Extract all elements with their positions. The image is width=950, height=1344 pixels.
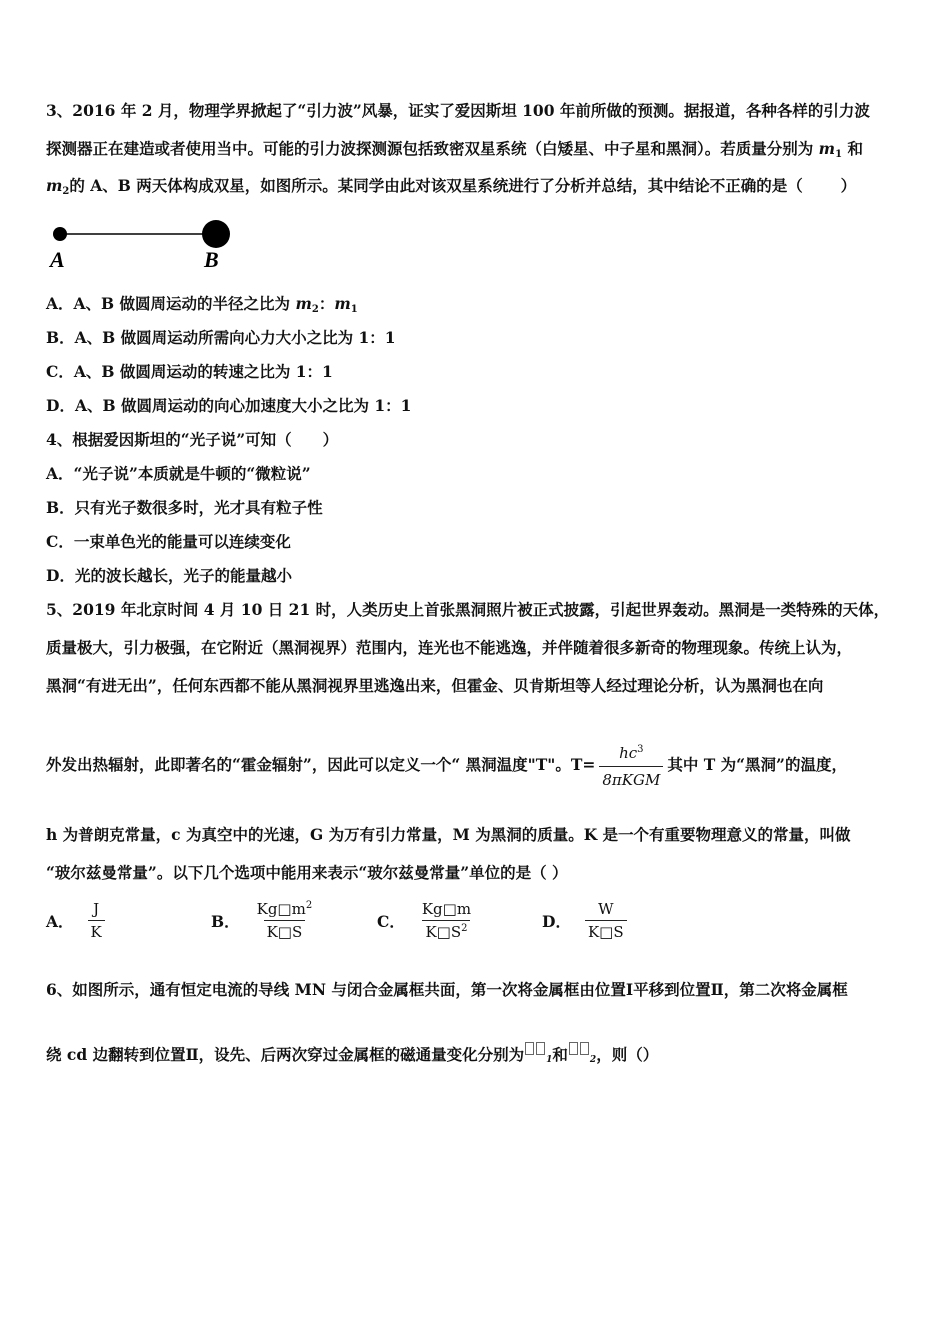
star-a — [53, 227, 67, 241]
q5-line-2: 质量极大，引力极强，在它附近（黑洞视界）范围内，连光也不能逃逸，并伴随着很多新奇的物理现象。传统上认为， — [46, 638, 853, 657]
q3-line-1: 3、2016 年 2 月，物理学界掀起了“引力波”风暴，证实了爱因斯坦 100 年前所做的预测。据报道，各种各样的引力波 — [46, 101, 870, 120]
binary-star-figure — [46, 215, 246, 275]
q5-line-6: “玻尔兹曼常量”。以下几个选项中能用来表示“玻尔兹曼常量”单位的是（ ） — [46, 863, 568, 882]
q4-option-a: A．“光子说”本质就是牛顿的“微粒说” — [46, 464, 311, 483]
q4-option-b: B．只有光子数很多时，光才具有粒子性 — [46, 498, 323, 517]
q6-line-2: 绕 cd 边翻转到位置Ⅱ，设先、后两次穿过金属框的磁通量变化分别为 1和 2，则（） — [46, 1042, 916, 1071]
label-a: A — [50, 247, 65, 272]
q3-option-c: C．A、B 做圆周运动的转速之比为 1：1 — [46, 362, 333, 381]
q5-option-a: A． $\frac{J}{K}$ — [46, 900, 109, 941]
q5-line-3: 黑洞“有进无出”，任何东西都不能从黑洞视界里逃逸出来，但霍金、贝肯斯坦等人经过理论分析，认为黑洞也在向 — [46, 676, 824, 695]
q3-option-a: A．A、B 做圆周运动的半径之比为 $m_2$：$m_1$ — [46, 294, 358, 315]
q3-line-3: $m_2$的 A、B 两天体构成双星，如图所示。某同学由此对该双星系统进行了分析并总结，其中结论不正确的是（ ） — [46, 176, 857, 197]
q5-line-4: 外发出热辐射，此即著名的“霍金辐射”，因此可以定义一个“ 黑洞温度"T"。T= $\frac{hc^3}{\text{8πKGM}}$ 其中 T 为“黑洞”的温度， — [46, 740, 916, 790]
q5-option-d: D． $\frac{W}{K□S}$ — [542, 900, 631, 941]
q5-option-b: B． $\frac{Kg□m^2}{K□S}$ — [211, 900, 313, 941]
q6-line-1: 6、如图所示，通有恒定电流的导线 MN 与闭合金属框共面，第一次将金属框由位置Ⅰ平移到位置Ⅱ，第二次将金属框 — [46, 980, 848, 999]
q4-option-c: C．一束单色光的能量可以连续变化 — [46, 532, 291, 551]
q5-line-1: 5、2019 年北京时间 4 月 10 日 21 时，人类历史上首张黑洞照片被正式披露，引起世界轰动。黑洞是一类特殊的天体， — [46, 600, 890, 619]
q5-option-c: C． $\frac{Kg□m}{K□S^2}$ — [377, 900, 472, 941]
q3-option-b: B．A、B 做圆周运动所需向心力大小之比为 1：1 — [46, 328, 396, 347]
q5-line-5: h 为普朗克常量，c 为真空中的光速，G 为万有引力常量，M 为黑洞的质量。K 是一个有重要物理意义的常量，叫做 — [46, 825, 851, 844]
hawking-temperature-formula: $\frac{hc^3}{\text{8πKGM}}$ — [599, 739, 663, 791]
q4-stem: 4、根据爱因斯坦的“光子说”可知（ ） — [46, 430, 339, 449]
star-b — [202, 220, 230, 248]
q3-line-2: 探测器正在建造或者使用当中。可能的引力波探测源包括致密双星系统（白矮星、中子星和黑洞）。若质量分别为 $m_1$ 和 — [46, 139, 863, 160]
q3-option-d: D．A、B 做圆周运动的向心加速度大小之比为 1：1 — [46, 396, 412, 415]
label-b: B — [204, 247, 219, 272]
q4-option-d: D．光的波长越长，光子的能量越小 — [46, 566, 292, 585]
